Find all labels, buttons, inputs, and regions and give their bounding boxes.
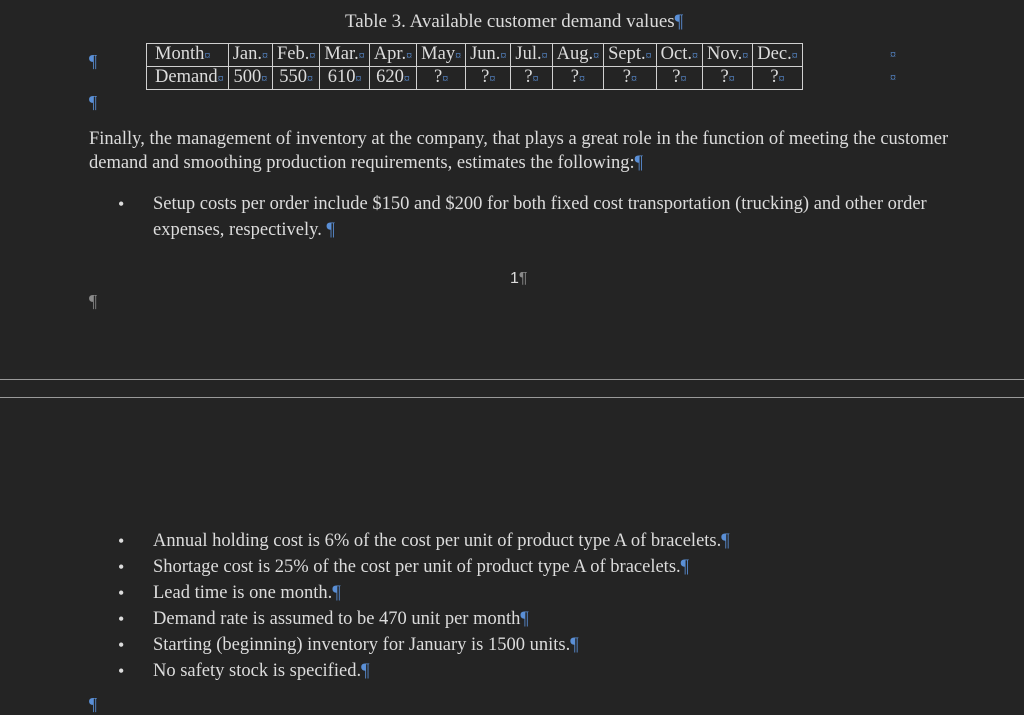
paragraph-mark: ¶ (680, 557, 690, 577)
table-cell: May¤ (417, 44, 466, 67)
list-item (0, 658, 953, 684)
paragraph-mark: ¶ (89, 694, 98, 714)
table-row-demand (147, 67, 803, 90)
table-cell: Dec.¤ (753, 44, 802, 67)
table-cell: ?¤ (417, 67, 466, 90)
bullet-icon: • (118, 609, 125, 629)
table-cell: Nov.¤ (703, 44, 753, 67)
paragraph-mark: ¶ (520, 609, 529, 629)
bullet-icon: • (118, 194, 125, 214)
page-number: 1¶ (510, 270, 528, 287)
list-item (0, 528, 953, 554)
paragraph-mark: ¶ (361, 661, 370, 681)
row-end-mark: ¤ (890, 47, 896, 61)
table-cell: ?¤ (466, 67, 511, 90)
list-item-text: Demand rate is assumed to be 470 unit per month (153, 609, 521, 629)
paragraph-mark: ¶ (89, 92, 98, 112)
table-cell: Jan.¤ (228, 44, 272, 67)
paragraph-mark: ¶ (674, 11, 684, 32)
table-cell: ?¤ (552, 67, 604, 90)
table-cell: Oct.¤ (656, 44, 702, 67)
paragraph-mark: ¶ (634, 153, 644, 173)
bullet-list (0, 191, 1024, 243)
table-cell: Feb.¤ (272, 44, 319, 67)
paragraph-mark: ¶ (332, 583, 341, 603)
document-page-2 (0, 398, 1024, 713)
table-row-month (147, 44, 803, 67)
table-cell: 620¤ (369, 67, 416, 90)
bullet-icon: • (118, 635, 125, 655)
demand-table (146, 43, 803, 90)
page-bottom-edge (0, 379, 1024, 380)
bullet-list (0, 528, 1024, 684)
paragraph-mark: ¶ (89, 291, 98, 311)
paragraph-mark: ¶ (721, 531, 730, 551)
paragraph-mark: ¶ (570, 635, 579, 655)
list-item (0, 191, 953, 243)
table-cell: Jun.¤ (466, 44, 511, 67)
table-caption (345, 11, 683, 33)
table-cell: 500¤ (228, 67, 272, 90)
list-item (0, 580, 953, 606)
table-cell: Jul.¤ (511, 44, 552, 67)
row-end-mark: ¤ (890, 70, 896, 84)
list-item (0, 606, 953, 632)
bullet-icon: • (118, 557, 125, 577)
table-cell: Sept.¤ (604, 44, 657, 67)
table-cell: ?¤ (656, 67, 702, 90)
bullet-icon: • (118, 661, 125, 681)
list-item (0, 632, 953, 658)
table-cell: ?¤ (511, 67, 552, 90)
list-item-text: Annual holding cost is 6% of the cost per unit of product type A of bracelets. (153, 531, 722, 551)
table-cell: ?¤ (604, 67, 657, 90)
page-number-text: 1 (510, 270, 519, 287)
list-item-text: Setup costs per order include $150 and $200 for both fixed cost transportation (trucking) and other order expenses, respectively. (153, 194, 927, 240)
table-cell: ?¤ (753, 67, 802, 90)
table-cell: Demand¤ (147, 67, 229, 90)
list-item-text: Starting (beginning) inventory for January is 1500 units. (153, 635, 571, 655)
body-paragraph (89, 127, 959, 175)
paragraph-mark: ¶ (89, 51, 98, 71)
bullet-icon: • (118, 531, 125, 551)
table-cell: Aug.¤ (552, 44, 604, 67)
paragraph-mark: ¶ (326, 220, 335, 240)
table-cell: ?¤ (703, 67, 753, 90)
table-cell: 550¤ (272, 67, 319, 90)
list-item-text: No safety stock is specified. (153, 661, 362, 681)
table-cell: Mar.¤ (320, 44, 369, 67)
table-caption-text: Table 3. Available customer demand values (345, 11, 675, 32)
list-item (0, 554, 953, 580)
table-cell: 610¤ (320, 67, 369, 90)
bullet-icon: • (118, 583, 125, 603)
body-paragraph-text: Finally, the management of inventory at the company, that plays a great role in the function of meeting the customer demand and smoothing production requirements, estimates the following: (89, 129, 949, 173)
table-cell: Apr.¤ (369, 44, 416, 67)
list-item-text: Shortage cost is 25% of the cost per unit of product type A of bracelets. (153, 557, 681, 577)
list-item-text: Lead time is one month. (153, 583, 333, 603)
table-cell: Month¤ (147, 44, 229, 67)
